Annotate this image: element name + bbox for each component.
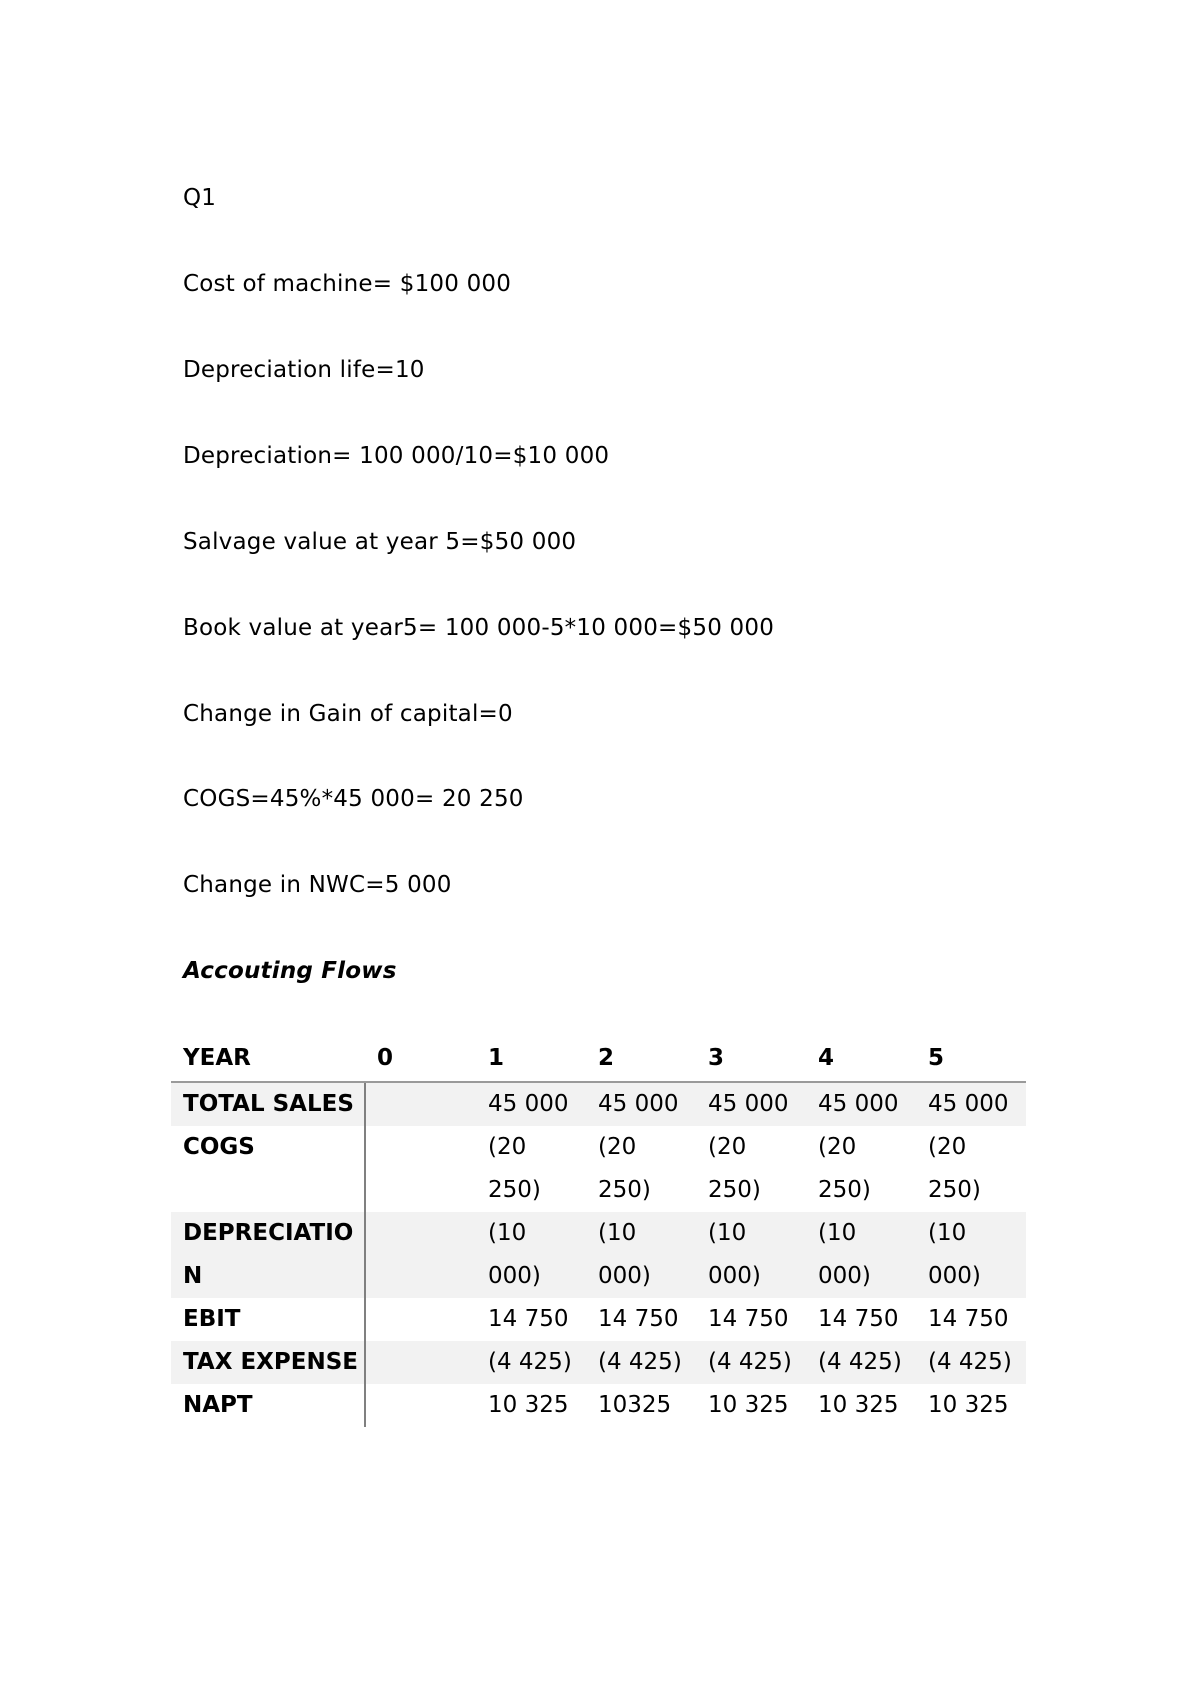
depreciation-line: Depreciation= 100 000/10=$10 000 bbox=[183, 443, 610, 469]
table-cell: (4 425) bbox=[598, 1349, 682, 1375]
table-row bbox=[171, 1212, 1026, 1298]
table-row bbox=[171, 1341, 1026, 1384]
table-cell: (20 250) bbox=[488, 1134, 541, 1203]
row-label-cogs: COGS bbox=[171, 1126, 365, 1212]
table-cell: (20 250) bbox=[818, 1134, 871, 1203]
table-cell: 45 000 bbox=[598, 1091, 679, 1117]
table-cell: (10 000) bbox=[818, 1220, 871, 1289]
header-year-2: 2 bbox=[586, 1035, 696, 1082]
question-number: Q1 bbox=[183, 185, 217, 211]
table-cell: (4 425) bbox=[488, 1349, 572, 1375]
table-cell: (20 250) bbox=[928, 1134, 981, 1203]
capital-gain-line: Change in Gain of capital=0 bbox=[183, 701, 513, 727]
cost-of-machine-line: Cost of machine= $100 000 bbox=[183, 271, 512, 297]
table-row bbox=[171, 1126, 1026, 1212]
table-cell: 14 750 bbox=[488, 1306, 569, 1332]
table-cell: 10325 bbox=[598, 1392, 672, 1418]
table-cell bbox=[365, 1082, 476, 1126]
table-cell: (10 000) bbox=[598, 1220, 651, 1289]
row-label-total-sales: TOTAL SALES bbox=[171, 1082, 365, 1126]
table-cell: (4 425) bbox=[818, 1349, 902, 1375]
table-cell: 10 325 bbox=[488, 1392, 569, 1418]
row-label-depreciation: DEPRECIATION bbox=[171, 1212, 365, 1298]
table-cell bbox=[365, 1212, 476, 1298]
nwc-line: Change in NWC=5 000 bbox=[183, 872, 452, 898]
table-row bbox=[171, 1298, 1026, 1341]
header-year-3: 3 bbox=[696, 1035, 806, 1082]
section-heading: Accouting Flows bbox=[183, 958, 397, 984]
accounting-flows-table bbox=[171, 1035, 1026, 1427]
header-year-1: 1 bbox=[476, 1035, 586, 1082]
table-row bbox=[171, 1082, 1026, 1126]
table-row bbox=[171, 1384, 1026, 1427]
depreciation-life-line: Depreciation life=10 bbox=[183, 357, 425, 383]
table-cell: 45 000 bbox=[818, 1091, 899, 1117]
table-cell bbox=[365, 1126, 476, 1212]
table-cell: (10 000) bbox=[708, 1220, 761, 1289]
header-year-4: 4 bbox=[806, 1035, 916, 1082]
table-cell: 14 750 bbox=[708, 1306, 789, 1332]
table-cell: (10 000) bbox=[928, 1220, 981, 1289]
header-year: YEAR bbox=[171, 1035, 365, 1082]
table-cell: 45 000 bbox=[708, 1091, 789, 1117]
row-label-ebit: EBIT bbox=[171, 1298, 365, 1341]
book-value-line: Book value at year5= 100 000-5*10 000=$50 000 bbox=[183, 615, 775, 641]
table-cell: 45 000 bbox=[928, 1091, 1009, 1117]
table-header-row bbox=[171, 1035, 1026, 1082]
table-cell: 10 325 bbox=[818, 1392, 899, 1418]
table-cell: 10 325 bbox=[928, 1392, 1009, 1418]
table-cell: 14 750 bbox=[818, 1306, 899, 1332]
table-cell: (10 000) bbox=[488, 1220, 541, 1289]
table-cell: (20 250) bbox=[598, 1134, 651, 1203]
table-cell bbox=[365, 1341, 476, 1384]
table-cell: (20 250) bbox=[708, 1134, 761, 1203]
table-cell: (4 425) bbox=[708, 1349, 792, 1375]
table-cell: 14 750 bbox=[598, 1306, 679, 1332]
table-cell: 10 325 bbox=[708, 1392, 789, 1418]
cogs-line: COGS=45%*45 000= 20 250 bbox=[183, 786, 524, 812]
header-year-5: 5 bbox=[916, 1035, 1026, 1082]
row-label-napt: NAPT bbox=[171, 1384, 365, 1427]
table-cell: 14 750 bbox=[928, 1306, 1009, 1332]
table-cell bbox=[365, 1384, 476, 1427]
table-cell: 45 000 bbox=[488, 1091, 569, 1117]
salvage-value-line: Salvage value at year 5=$50 000 bbox=[183, 529, 577, 555]
table-cell bbox=[365, 1298, 476, 1341]
row-label-tax-expense: TAX EXPENSE bbox=[171, 1341, 365, 1384]
table-cell: (4 425) bbox=[928, 1349, 1012, 1375]
header-year-0: 0 bbox=[365, 1035, 476, 1082]
